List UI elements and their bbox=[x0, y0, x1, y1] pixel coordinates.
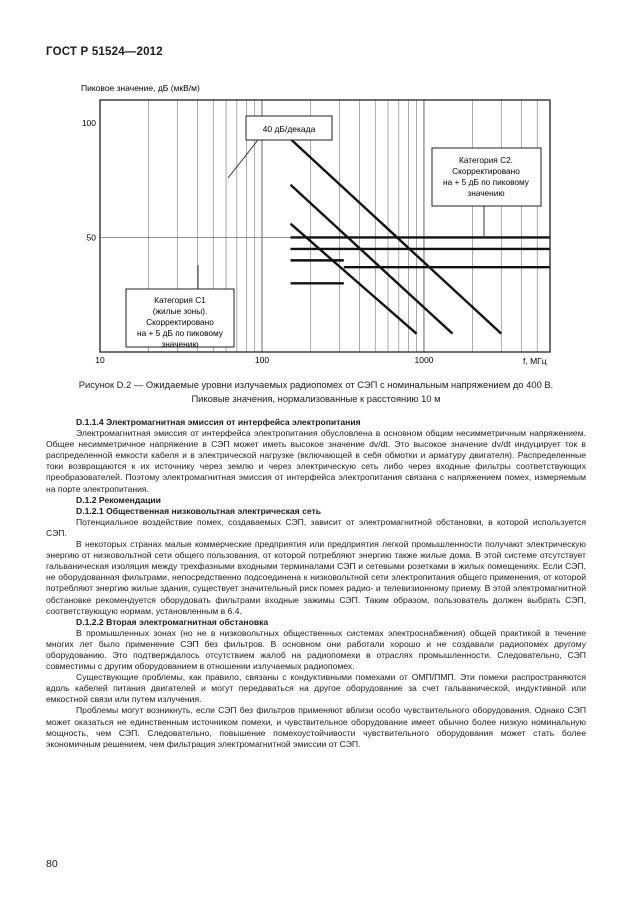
paragraph: Потенциальное воздействие помех, создаваемых СЭП, зависит от электромагнитной обстановки, в которой используется СЭП. bbox=[46, 516, 586, 538]
x-axis-label: f, МГц bbox=[523, 356, 547, 366]
slope-pointer bbox=[228, 140, 258, 178]
document-header: ГОСТ Р 51524—2012 bbox=[46, 46, 163, 58]
label-line: Скорректировано bbox=[452, 166, 520, 176]
y-tick-label: 100 bbox=[81, 117, 96, 128]
y-tick-label: 50 bbox=[86, 232, 96, 243]
body-text bbox=[46, 417, 586, 750]
label-line: Категория С1 bbox=[154, 295, 206, 305]
caption-line-2: Пиковые значения, нормализованные к расстоянию 10 м bbox=[191, 393, 441, 404]
paragraph: Проблемы могут возникнуть, если СЭП без фильтров применяют вблизи особо чувствительного оборудования. Однако СЭП может оказаться не единственным источником помехи, и чувствительное оборудование имеет обычно более низкую номинальную мощность, чем СЭП. Следовательно, повышение помехоустойчивости чувствительного оборудования может стать более экономичным решением, чем фильтрация электромагнитной эмиссии от СЭП. bbox=[46, 705, 586, 749]
y-axis-label: Пиковое значение, дБ (мкВ/м) bbox=[81, 83, 200, 93]
figure-caption bbox=[46, 378, 586, 406]
section-heading: D.1.2.2 Вторая электромагнитная обстановка bbox=[76, 616, 269, 627]
paragraph: Существующие проблемы, как правило, связаны с кондуктивными помехами от ОМП/ПМП. Эти помехи распространяются вдоль кабелей питания двигателей и могут передаваться на другое оборудование за счет гальванической, индуктивной или емкостной связи или путем излучения. bbox=[46, 672, 586, 705]
paragraph: Электромагнитная эмиссия от интерфейса электропитания обусловлена в основном общим несимметричным напряжением. Общее несимметричное напряжение в СЭП может иметь высокое значение dv/dt. Это высокое значение dv/dt индуцирует ток в распределенной емкости кабеля и в электрической нагрузке (включающей в себя обмотки и арматуру двигателя). Распределенные токи возвращаются к их источнику через землю и через электрическую сеть либо через входные фильтры соответствующих преобразователей. Поэтому электромагнитная эмиссия от интерфейса электропитания связана с напряжением помех, измеряемым на порте электропитания. bbox=[46, 428, 586, 494]
section-heading: D.1.2.1 Общественная низковольтная электрическая сеть bbox=[76, 505, 322, 516]
x-tick-label: 10 bbox=[95, 355, 105, 365]
emission-chart bbox=[0, 0, 630, 380]
label-line: значению bbox=[467, 188, 505, 198]
x-tick-label: 100 bbox=[254, 355, 270, 365]
paragraph: В некоторых странах малые коммерческие предприятия или предприятия легкой промышленности получают электрическую энергию от низковольтной сети общего пользования, от которой потребляют энергию также жилые дома. В этой системе отсутствует гальваническая изоляция между трехфазными входными терминалами СЭП и сетевыми розетками в жилых помещениях. Если СЭП, не оборудованная фильтрами, непосредственно подсоединена к низковольтной сети электропитания общего применения, от которой потребляют энергию жилые здания, существует значительный риск помех радио- и телевизионному приему. В этой электромагнитной обстановке рекомендуется оборудовать фильтрами входные зажимы СЭП. Таким образом, пользователь должен выбрать СЭП, соответствующую нормам, установленным в 6.4. bbox=[46, 539, 586, 616]
label-line: Скорректировано bbox=[146, 317, 214, 327]
label-line: на + 5 дБ по пиковому bbox=[443, 177, 529, 187]
section-heading: D.1.1.4 Электромагнитная эмиссия от интерфейса электропитания bbox=[76, 417, 361, 427]
label-line: на + 5 дБ по пиковому bbox=[137, 328, 223, 338]
paragraph: В промышленных зонах (но не в низковольтных общественных системах электроснабжения) общей практикой в течение многих лет было применение СЭП без фильтров. В основном они работали хорошо и не создавали радиопомех другому оборудованию. Это подтверждалось отсутствием жалоб на радиопомехи в отраслях промышленности. Следовательно, СЭП совместимы с другим оборудованием в отношении излучаемых радиопомех. bbox=[46, 627, 586, 672]
label-line: Категория С2. bbox=[458, 155, 514, 165]
series-line-3 bbox=[291, 224, 417, 334]
section-heading: D.1.2 Рекомендации bbox=[76, 494, 161, 505]
caption-line-1: Рисунок D.2 — Ожидаемые уровни излучаемых радиопомех от СЭП с номинальным напряжением до 400 В. bbox=[78, 379, 554, 390]
label-line: (жилые зоны). bbox=[152, 306, 208, 316]
x-tick-label: 1000 bbox=[414, 355, 434, 365]
page-number: 80 bbox=[46, 858, 58, 870]
slope-label: 40 дБ/декада bbox=[262, 124, 316, 134]
label-line: значению bbox=[161, 339, 199, 349]
